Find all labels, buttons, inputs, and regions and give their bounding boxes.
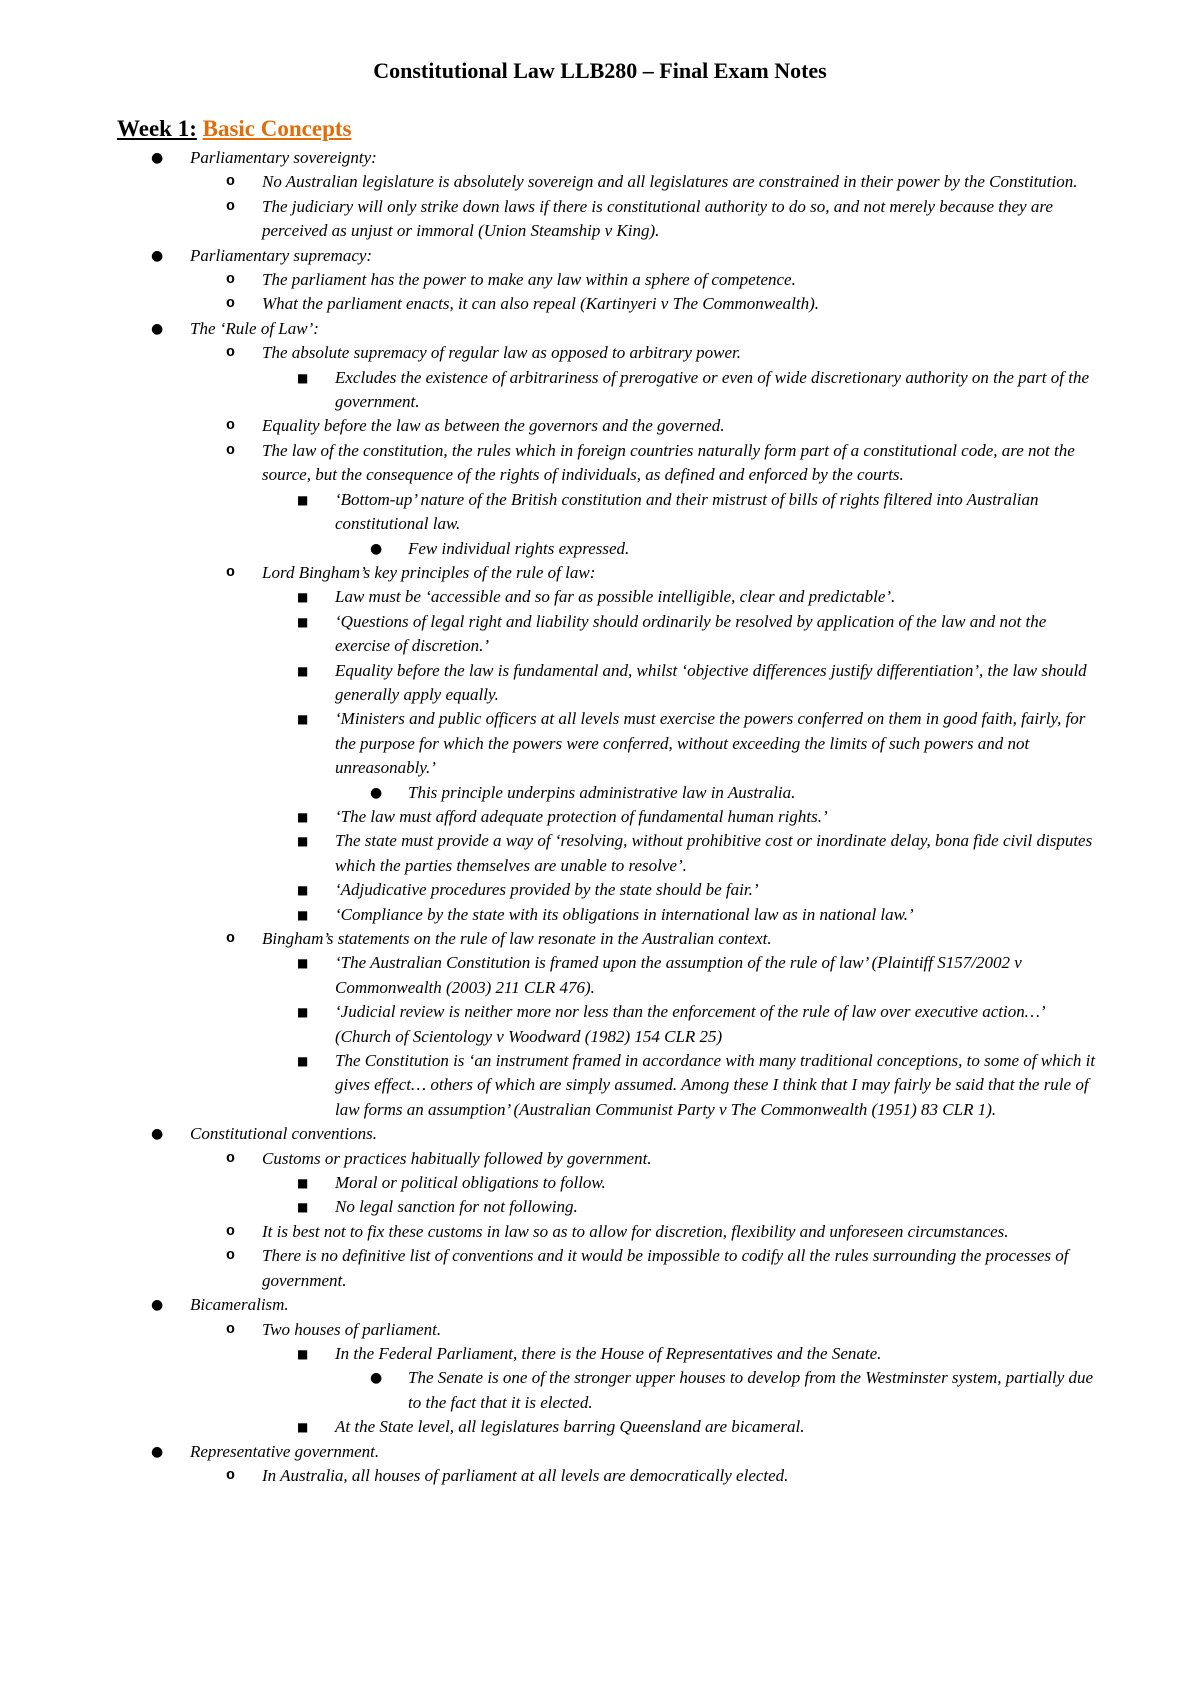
bullet-icon: o: [226, 344, 236, 362]
note-item: [0, 951, 1100, 1000]
week-topic: Basic Concepts: [202, 116, 352, 141]
note-item: [0, 1464, 1100, 1488]
note-item: [0, 585, 1100, 609]
bullet-icon: ■: [297, 1054, 309, 1069]
note-text: ‘Questions of legal right and liability should ordinarily be resolved by application of the law and not the exercise of discretion.’: [335, 611, 1047, 656]
note-text: Two houses of parliament.: [262, 1319, 442, 1339]
week-label: Week 1:: [117, 116, 197, 141]
note-text: Constitutional conventions.: [190, 1124, 377, 1144]
note-item: [0, 903, 1100, 927]
bullet-icon: ■: [297, 1005, 309, 1020]
note-text: In the Federal Parliament, there is the House of Representatives and the Senate.: [335, 1343, 882, 1363]
note-text: Bicameralism.: [190, 1295, 289, 1315]
note-text: In Australia, all houses of parliament at all levels are democratically elected.: [262, 1465, 789, 1485]
note-text: Customs or practices habitually followed by government.: [262, 1148, 652, 1168]
bullet-icon: o: [226, 417, 236, 435]
bullet-icon: ■: [297, 492, 309, 507]
note-item: [0, 1147, 1100, 1171]
note-item: [0, 1000, 1100, 1049]
note-item: [0, 1244, 1100, 1293]
bullet-icon: ●: [151, 1443, 164, 1460]
note-item: [0, 195, 1100, 244]
note-text: The state must provide a way of ‘resolving, without prohibitive cost or inordinate delay, bona fide civil disputes which the parties themselves are unable to resolve’.: [335, 831, 1093, 875]
note-item: [0, 561, 1100, 585]
note-item: [0, 366, 1100, 415]
note-text: Lord Bingham’s key principles of the rule of law:: [262, 562, 596, 582]
note-item: [0, 537, 1100, 561]
bullet-icon: ●: [370, 1370, 383, 1387]
note-text: Few individual rights expressed.: [408, 538, 630, 558]
bullet-icon: ■: [297, 1176, 309, 1191]
note-text: The law of the constitution, the rules which in foreign countries naturally form part of a constitutional code, are not the source, but the consequence of the rights of individuals, as defined and enforced by the courts.: [262, 440, 1075, 485]
note-text: There is no definitive list of conventions and it would be impossible to codify all the rules surrounding the processes of government.: [262, 1246, 1069, 1290]
note-text: This principle underpins administrative law in Australia.: [408, 782, 796, 802]
bullet-icon: o: [226, 1222, 236, 1240]
bullet-icon: o: [226, 295, 236, 313]
bullet-icon: ■: [297, 809, 309, 824]
note-text: The parliament has the power to make any law within a sphere of competence.: [262, 270, 796, 290]
note-text: The judiciary will only strike down laws if there is constitutional authority to do so, and not merely because they are perceived as unjust or immoral (Union Steamship v King).: [262, 196, 1053, 241]
document-title: Constitutional Law LLB280 – Final Exam Notes: [373, 58, 827, 83]
note-item: [0, 1415, 1100, 1439]
bullet-icon: ■: [297, 370, 309, 385]
note-item: [0, 268, 1100, 292]
note-item: [0, 1342, 1100, 1366]
note-text: Parliamentary supremacy:: [190, 245, 373, 265]
note-item: [0, 341, 1100, 365]
note-item: [0, 488, 1100, 537]
note-text: What the parliament enacts, it can also repeal (Kartinyeri v The Commonwealth).: [262, 294, 819, 314]
note-item: [0, 1440, 1110, 1464]
bullet-icon: o: [226, 441, 236, 459]
bullet-icon: o: [226, 930, 236, 947]
bullet-icon: ●: [151, 150, 164, 166]
note-item: [0, 1122, 1110, 1146]
note-item: [0, 1293, 1110, 1317]
note-text: Bingham’s statements on the rule of law resonate in the Australian context.: [262, 929, 772, 948]
note-text: Excludes the existence of arbitrariness of prerogative or even of wide discretionary authority on the part of the government.: [335, 367, 1089, 412]
bullet-icon: o: [226, 271, 236, 289]
note-text: ‘Bottom-up’ nature of the British constitution and their mistrust of bills of rights filtered into Australian constitutional law.: [335, 489, 1039, 534]
note-item: [0, 1171, 1100, 1195]
note-text: Moral or political obligations to follow.: [335, 1173, 606, 1193]
bullet-icon: ●: [370, 540, 383, 557]
note-text: Parliamentary sovereignty:: [190, 148, 377, 167]
bullet-icon: ■: [297, 907, 309, 922]
bullet-icon: ●: [370, 784, 383, 801]
bullet-icon: ■: [297, 590, 309, 605]
note-item: [0, 707, 1100, 780]
note-item: [0, 659, 1100, 708]
note-text: No legal sanction for not following.: [335, 1197, 578, 1217]
note-item: [0, 1049, 1100, 1122]
note-text: The Senate is one of the stronger upper houses to develop from the Westminster system, partially due to the fact that it is elected.: [408, 1368, 1094, 1412]
bullet-icon: ■: [297, 614, 309, 629]
note-item: [0, 1195, 1100, 1219]
note-text: ‘The law must afford adequate protection of fundamental human rights.’: [335, 806, 828, 826]
note-text: ‘The Australian Constitution is framed upon the assumption of the rule of law’ (Plaintiff S157/2002 v Commonwealth (2003) 211 CLR 476).: [335, 953, 1022, 997]
bullet-icon: ●: [151, 247, 164, 264]
note-item: [0, 1220, 1100, 1244]
note-item: [0, 317, 1110, 341]
note-item: [0, 170, 1100, 194]
note-item: [0, 829, 1100, 878]
bullet-icon: o: [226, 1320, 236, 1338]
note-text: ‘Adjudicative procedures provided by the state should be fair.’: [335, 880, 759, 900]
note-text: The absolute supremacy of regular law as opposed to arbitrary power.: [262, 343, 741, 363]
note-text: Representative government.: [190, 1441, 380, 1461]
note-text: It is best not to fix these customs in law so as to allow for discretion, flexibility and unforeseen circumstances.: [262, 1221, 1009, 1241]
note-item: [0, 610, 1100, 659]
bullet-icon: ■: [297, 712, 309, 727]
bullet-icon: o: [226, 173, 236, 191]
note-item: [0, 1366, 1100, 1415]
note-item: [0, 1318, 1100, 1342]
bullet-icon: o: [226, 197, 236, 215]
note-item: [0, 781, 1100, 805]
note-item: [0, 292, 1100, 316]
note-item: [0, 439, 1100, 488]
note-text: ‘Ministers and public officers at all levels must exercise the powers conferred on them in good faith, fairly, for the purpose for which the powers were conferred, without exceeding the limits of such powers and not unreasonably.’: [335, 709, 1086, 778]
note-text: No Australian legislature is absolutely sovereign and all legislatures are constrained in their power by the Constitution.: [262, 172, 1078, 192]
note-text: Equality before the law as between the governors and the governed.: [262, 416, 725, 436]
note-item: [0, 927, 1100, 951]
bullet-icon: o: [226, 563, 236, 581]
note-text: Law must be ‘accessible and so far as possible intelligible, clear and predictable’.: [335, 587, 896, 607]
bullet-icon: ■: [297, 883, 309, 898]
note-text: Equality before the law is fundamental and, whilst ‘objective differences justify differentiation’, the law should generally apply equally.: [335, 660, 1087, 704]
bullet-icon: o: [226, 1247, 236, 1265]
bullet-icon: o: [226, 1466, 236, 1484]
week-heading: [117, 116, 351, 142]
bullet-icon: ●: [151, 320, 164, 337]
note-item: [0, 244, 1110, 268]
note-item: [0, 146, 1110, 170]
bullet-icon: o: [226, 1149, 236, 1167]
bullet-icon: ■: [297, 1420, 309, 1435]
bullet-icon: ■: [297, 956, 309, 971]
notes-list: [0, 146, 1200, 1488]
note-text: The Constitution is ‘an instrument framed in accordance with many traditional conceptions, to some of which it gives effect… others of which are simply assumed. Among these I think that I may fairly be said that the rule of law forms an assumption’ (Australian Communist Party v The Commonwealth (1951) 83 CLR 1).: [335, 1051, 1096, 1119]
note-item: [0, 414, 1100, 438]
note-text: At the State level, all legislatures barring Queensland are bicameral.: [335, 1417, 805, 1437]
note-text: ‘Compliance by the state with its obligations in international law as in national law.’: [335, 904, 914, 924]
note-item: [0, 878, 1100, 902]
bullet-icon: ■: [297, 1346, 309, 1361]
note-text: The ‘Rule of Law’:: [190, 318, 319, 338]
note-text: ‘Judicial review is neither more nor less than the enforcement of the rule of law over executive action…’ (Church of Scientology v Woodward (1982) 154 CLR 25): [335, 1002, 1044, 1046]
bullet-icon: ■: [297, 834, 309, 849]
bullet-icon: ●: [151, 1126, 164, 1143]
bullet-icon: ■: [297, 1200, 309, 1215]
bullet-icon: ●: [151, 1297, 164, 1314]
bullet-icon: ■: [297, 663, 309, 678]
note-item: [0, 805, 1100, 829]
